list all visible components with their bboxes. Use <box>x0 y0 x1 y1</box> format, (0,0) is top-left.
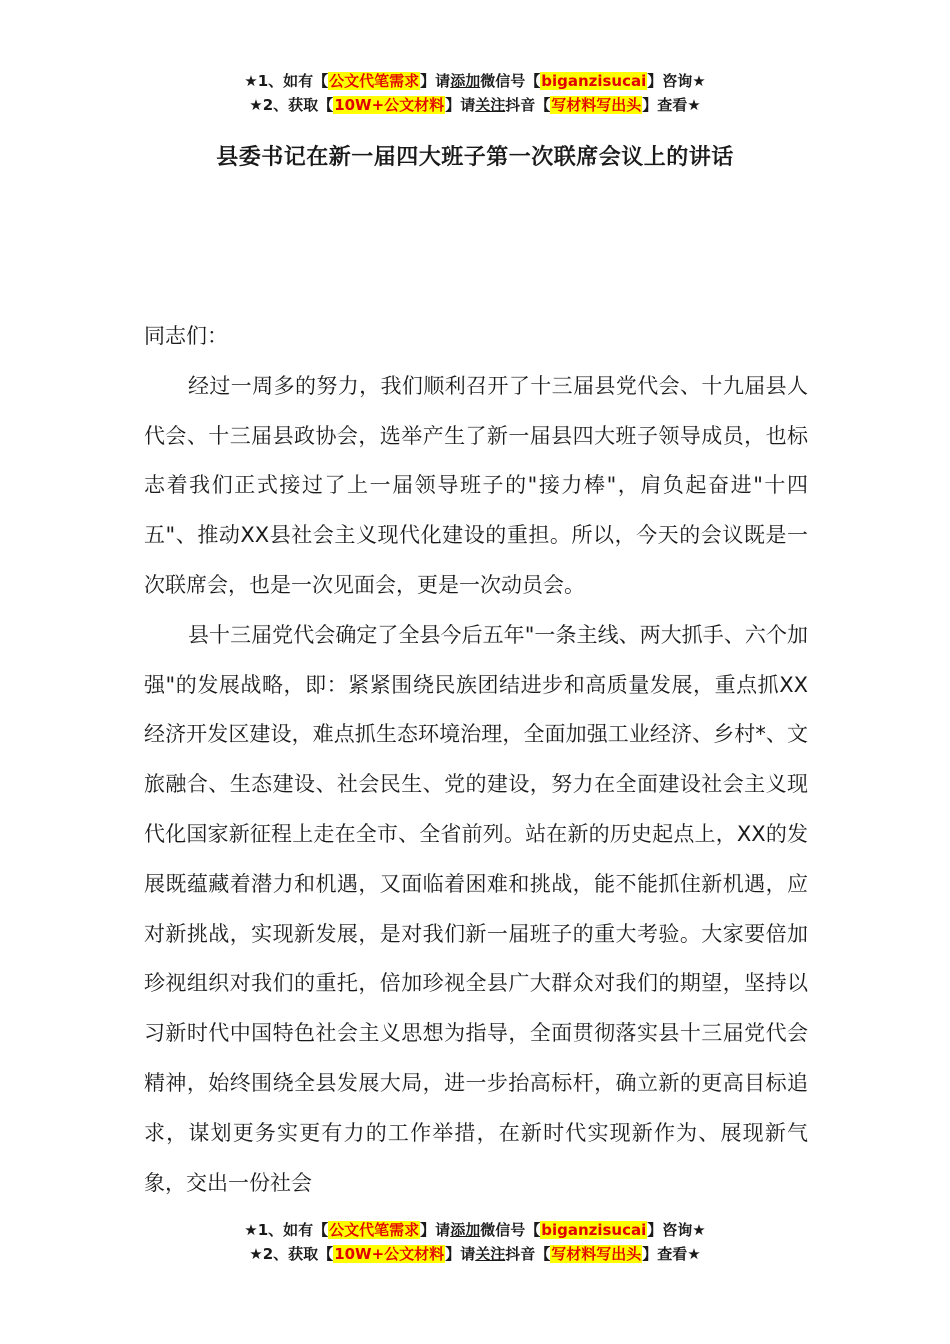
promo-text: 】咨询★ <box>647 1221 706 1239</box>
promo-underlined: 关注 <box>475 1245 506 1263</box>
promo-text: 微信号【 <box>480 1221 541 1239</box>
promo-underlined: 添加 <box>450 1221 481 1239</box>
promo-text: ★2、获取【 <box>249 96 334 114</box>
footer-promo-banner <box>0 1218 950 1266</box>
promo-text: 】查看★ <box>642 96 701 114</box>
promo-highlight: 10W+公文材料 <box>334 1245 445 1263</box>
promo-text: ★1、如有【 <box>244 72 329 90</box>
promo-text: 抖音【 <box>505 96 551 114</box>
promo-text: 】查看★ <box>642 1245 701 1263</box>
promo-text: 微信号【 <box>480 72 541 90</box>
promo-text: 】请 <box>445 96 476 114</box>
document-body <box>144 312 808 1208</box>
promo-highlight: biganzisucai <box>541 72 647 90</box>
promo-text: 】请 <box>420 72 451 90</box>
promo-line-2 <box>0 1242 950 1266</box>
promo-highlight: 公文代笔需求 <box>329 72 420 90</box>
promo-line-1 <box>0 69 950 93</box>
promo-text: ★1、如有【 <box>244 1221 329 1239</box>
document-title: 县委书记在新一届四大班子第一次联席会议上的讲话 <box>216 145 734 170</box>
promo-underlined: 添加 <box>450 72 481 90</box>
promo-text: 】请 <box>445 1245 476 1263</box>
salutation: 同志们： <box>144 324 228 348</box>
promo-highlight: 写材料写出头 <box>551 96 642 114</box>
promo-underlined: 关注 <box>475 96 506 114</box>
promo-highlight: 公文代笔需求 <box>329 1221 420 1239</box>
promo-highlight: 写材料写出头 <box>551 1245 642 1263</box>
promo-text: 抖音【 <box>505 1245 551 1263</box>
promo-text: 】咨询★ <box>647 72 706 90</box>
header-promo-banner <box>0 69 950 117</box>
promo-line-2 <box>0 93 950 117</box>
promo-highlight: biganzisucai <box>541 1221 647 1239</box>
promo-text: ★2、获取【 <box>249 1245 334 1263</box>
paragraph: 县十三届党代会确定了全县今后五年"一条主线、两大抓手、六个加强"的发展战略，即：紧紧围绕民族团结进步和高质量发展，重点抓XX经济开发区建设，难点抓生态环境治理，全面加强工业经济、乡村*、文旅融合、生态建设、社会民生、党的建设，努力在全面建设社会主义现代化国家新征程上走在全市、全省前列。站在新的历史起点上，XX的发展既蕴藏着潜力和机遇，又面临着困难和挑战，能不能抓住新机遇，应对新挑战，实现新发展，是对我们新一届班子的重大考验。大家要倍加珍视组织对我们的重托，倍加珍视全县广大群众对我们的期望，坚持以习新时代中国特色社会主义思想为指导，全面贯彻落实县十三届党代会精神，始终围绕全县发展大局，进一步抬高标杆，确立新的更高目标追求，谋划更务实更有力的工作举措，在新时代实现新作为、展现新气象，交出一份社会 <box>144 622 808 1195</box>
promo-line-1 <box>0 1218 950 1242</box>
paragraph: 经过一周多的努力，我们顺利召开了十三届县党代会、十九届县人代会、十三届县政协会，选举产生了新一届县四大班子领导成员，也标志着我们正式接过了上一届领导班子的"接力棒"，肩负起奋进"十四五"、推动XX县社会主义现代化建设的重担。所以，今天的会议既是一次联席会，也是一次见面会，更是一次动员会。 <box>144 373 808 597</box>
promo-text: 】请 <box>420 1221 451 1239</box>
promo-highlight: 10W+公文材料 <box>334 96 445 114</box>
